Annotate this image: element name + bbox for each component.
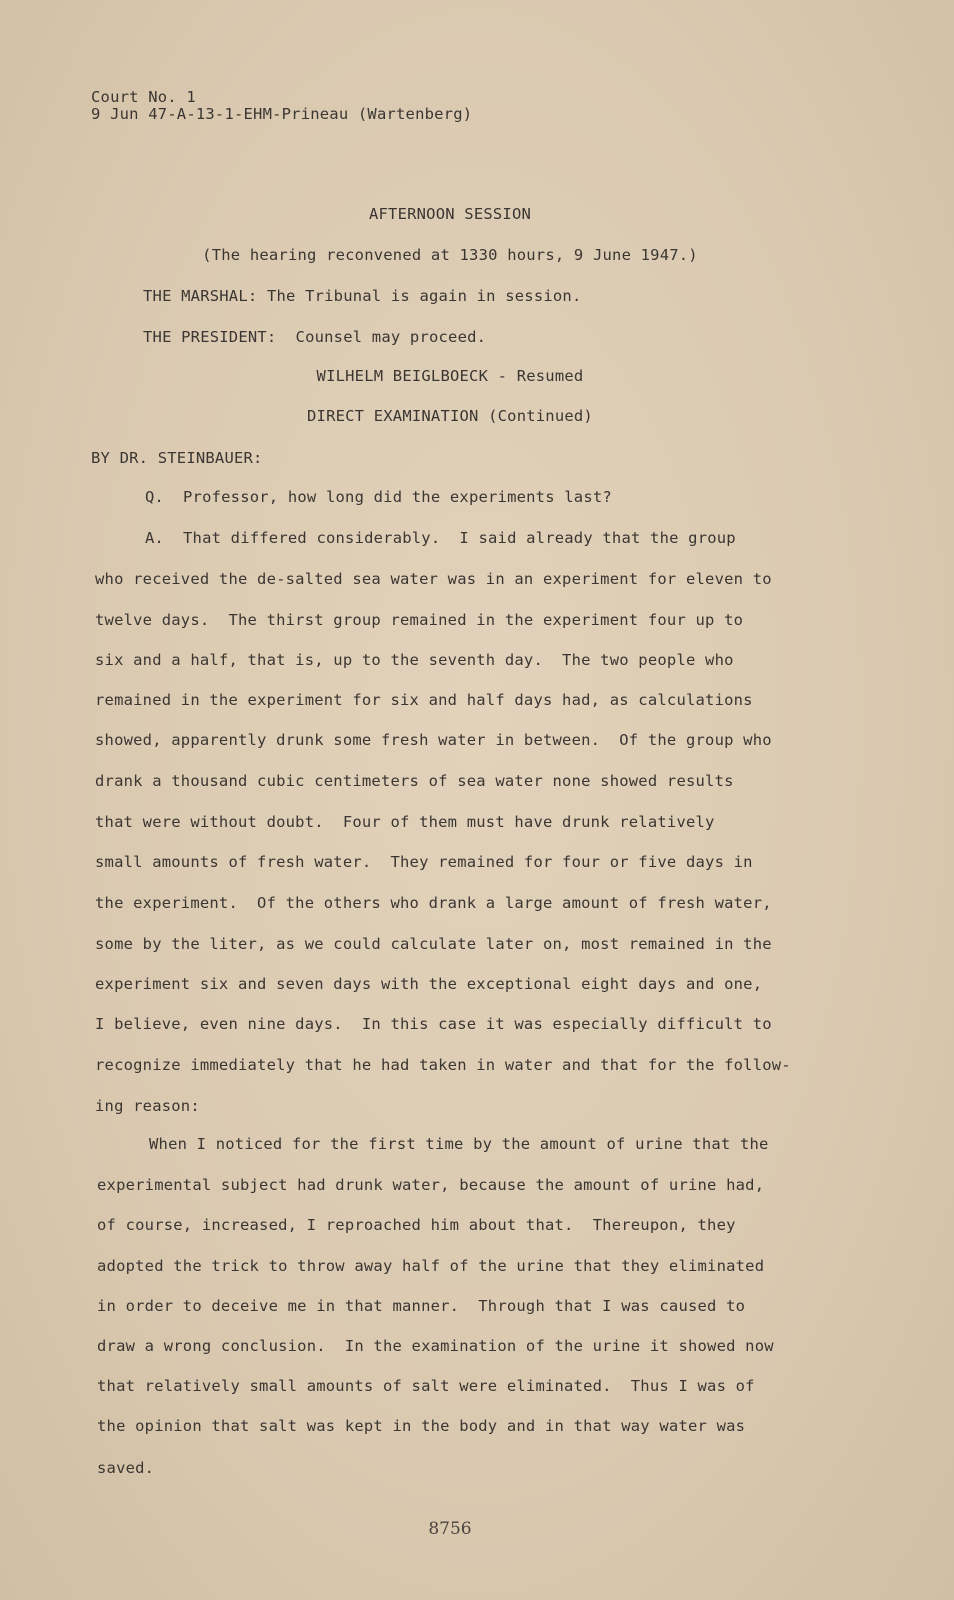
answer-line: remained in the experiment for six and half days had, as calculations [95,691,753,709]
paragraph-line: saved. [97,1459,155,1477]
answer-label: A. [145,529,164,547]
paragraph-line: When I noticed for the first time by the amount of urine that the [149,1135,769,1153]
paragraph-line: the opinion that salt was kept in the body and in that way water was [97,1417,746,1435]
paragraph-line: that relatively small amounts of salt were eliminated. Thus I was of [97,1377,755,1395]
examiner-line: BY DR. STEINBAUER: [91,449,263,467]
answer-line: I believe, even nine days. In this case it was especially difficult to [95,1015,772,1033]
page-number: 8756 [428,1519,472,1539]
marshal-statement [143,286,582,306]
answer-line: drank a thousand cubic centimeters of sea water none showed results [95,772,734,790]
answer-line: twelve days. The thirst group remained in the experiment four up to [95,611,744,629]
question-text: Professor, how long did the experiments last? [183,488,612,506]
president-statement [143,327,486,347]
paragraph-line: experimental subject had drunk water, because the amount of urine had, [97,1176,765,1194]
session-title: AFTERNOON SESSION [368,205,532,223]
reconvened-note: (The hearing reconvened at 1330 hours, 9 June 1947.) [202,246,698,264]
answer-line: experiment six and seven days with the exceptional eight days and one, [95,975,763,993]
speaker-label: THE MARSHAL: [143,287,258,305]
answer-line: that were without doubt. Four of them must have drunk relatively [95,813,715,831]
examination-line: DIRECT EXAMINATION (Continued) [307,407,593,425]
paragraph-line: draw a wrong conclusion. In the examination of the urine it showed now [97,1337,774,1355]
speaker-label: THE PRESIDENT: [143,328,277,346]
answer-line: six and a half, that is, up to the seventh day. The two people who [95,651,734,669]
answer-line: ing reason: [95,1097,200,1115]
answer-line: some by the liter, as we could calculate later on, most remained in the [95,935,772,953]
statement-text: The Tribunal is again in session. [266,287,582,305]
answer-line: the experiment. Of the others who drank a large amount of fresh water, [95,894,772,912]
question-label: Q. [145,488,164,506]
answer-line: showed, apparently drunk some fresh water in between. Of the group who [95,731,772,749]
answer-line: small amounts of fresh water. They remained for four or five days in [95,853,753,871]
court-number: Court No. 1 [91,88,196,106]
paragraph-line: in order to deceive me in that manner. Through that I was caused to [97,1297,746,1315]
answer-line: That differed considerably. I said already that the group [183,529,736,547]
answer-line: who received the de-salted sea water was in an experiment for eleven to [95,570,772,588]
paragraph-line: of course, increased, I reproached him about that. Thereupon, they [97,1216,736,1234]
witness-line: WILHELM BEIGLBOECK - Resumed [316,367,584,385]
answer-line: recognize immediately that he had taken in water and that for the follow- [95,1056,791,1074]
statement-text: Counsel may proceed. [295,328,487,346]
paragraph-line: adopted the trick to throw away half of the urine that they eliminated [97,1257,765,1275]
document-reference: 9 Jun 47-A-13-1-EHM-Prineau (Wartenberg) [91,105,473,123]
